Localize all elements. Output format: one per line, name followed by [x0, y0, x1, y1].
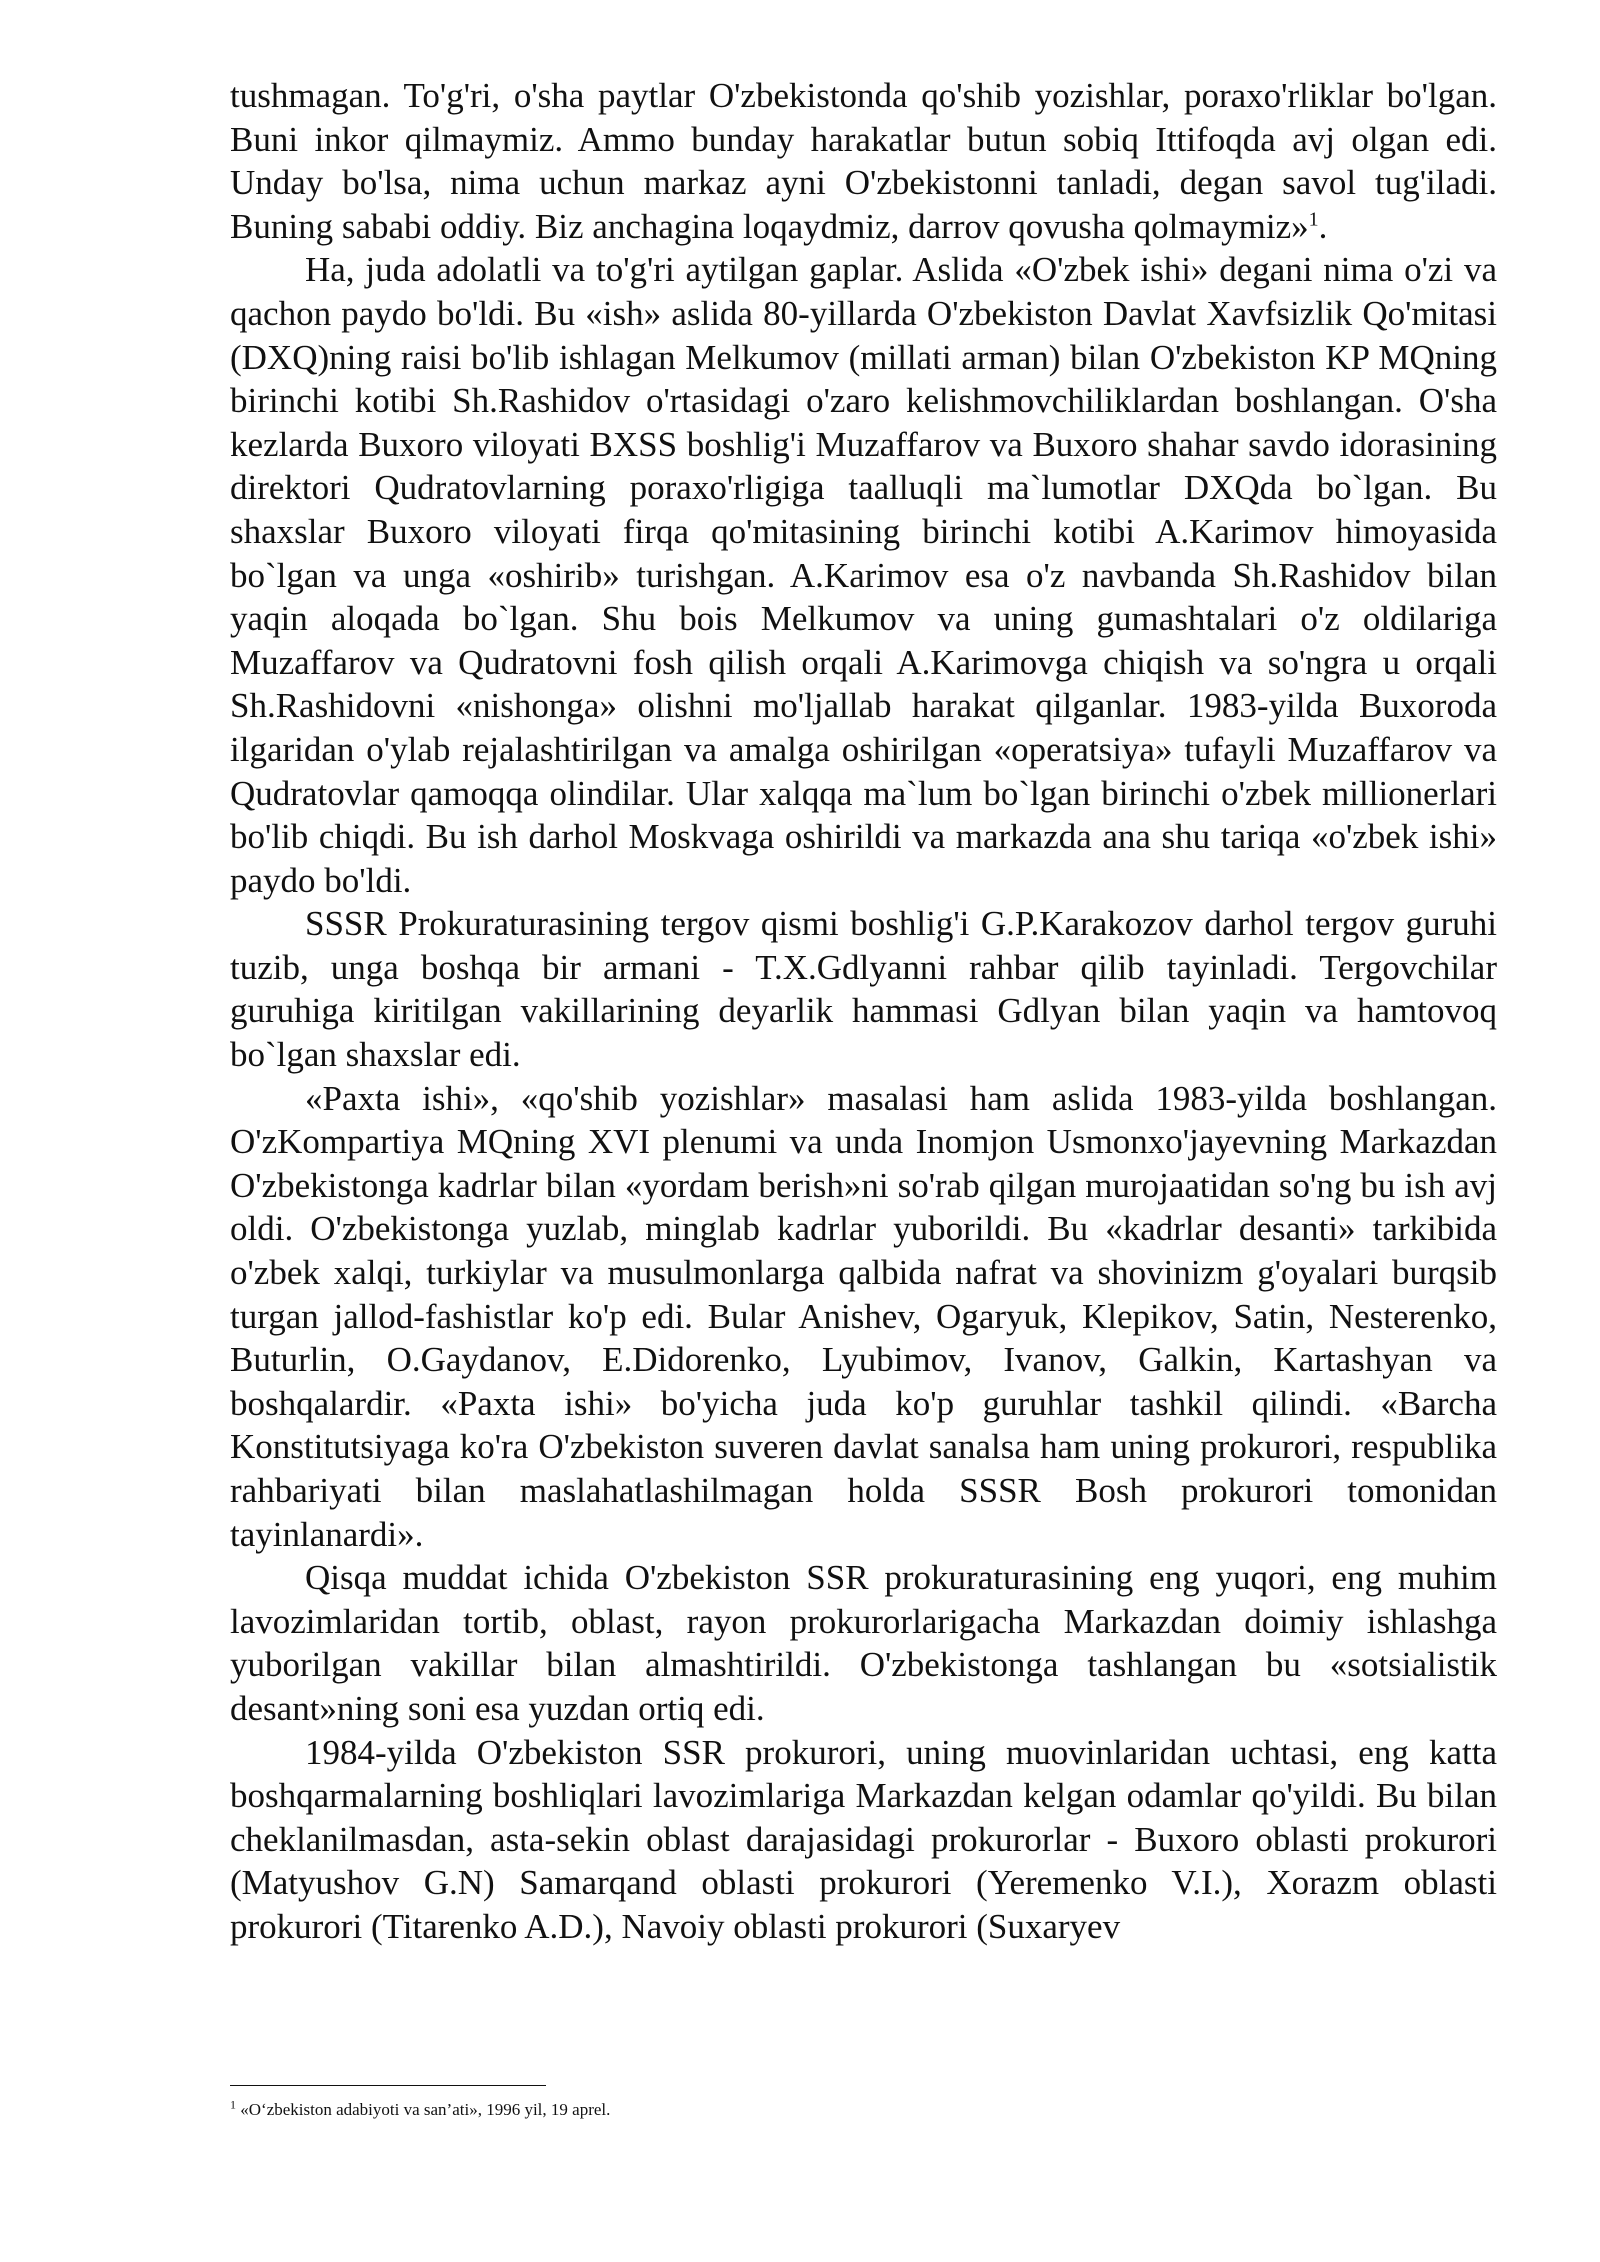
paragraph-6: 1984-yilda O'zbekiston SSR prokurori, uning muovinlaridan uchtasi, eng katta boshqarmalarning boshliqlari lavozimlariga Markazdan kelgan odamlar qo'yildi. Bu bilan cheklanilmasdan, asta-sekin oblast darajasidagi prokurorlar - Buxoro oblasti prokurori (Matyushov G.N) Samarqand oblasti prokurori (Yeremenko V.I.), Xorazm oblasti prokurori (Titarenko A.D.), Navoiy oblasti prokurori (Suxaryev: [230, 1732, 1497, 1946]
footnote-marker: 1: [230, 2097, 236, 2112]
paragraph-1-tail: .: [1318, 206, 1328, 246]
paragraph-1: [230, 74, 1497, 248]
footnote-reference[interactable]: 1: [1308, 208, 1319, 231]
footnote: [230, 2098, 1497, 2122]
paragraph-1-text: tushmagan. To'g'ri, o'sha paytlar O'zbekistonda qo'shib yozishlar, poraxo'rliklar bo'lgan. Buni inkor qilmaymiz. Ammo bunday harakatlar butun sobiq Ittifoqda avj olgan edi. Unday bo'lsa, nima uchun markaz ayni O'zbekistonni tanladi, degan savol tug'iladi. Buning sababi oddiy. Biz anchagina loqaydmiz, darrov qovusha qolmaymiz»: [230, 76, 1497, 246]
paragraph-5: Qisqa muddat ichida O'zbekiston SSR prokuraturasining eng yuqori, eng muhim lavozimlaridan tortib, oblast, rayon prokurorlarigacha Markazdan doimiy ishlashga yuborilgan vakillar bilan almashtirildi. O'zbekistonga tashlangan bu «sotsialistik desant»ning soni esa yuzdan ortiq edi.: [230, 1558, 1497, 1728]
paragraph-3: SSSR Prokuraturasining tergov qismi boshlig'i G.P.Karakozov darhol tergov guruhi tuzib, unga boshqa bir armani - T.X.Gdlyanni rahbar qilib tayinladi. Tergovchilar guruhiga kiritilgan vakillarining deyarlik hammasi Gdlyan bilan yaqin va hamtovoq bo`lgan shaxslar edi.: [230, 904, 1497, 1075]
document-body: [230, 74, 1497, 1949]
paragraph-2: Ha, juda adolatli va to'g'ri aytilgan gaplar. Aslida «O'zbek ishi» degani nima o'zi va qachon paydo bo'ldi. Bu «ish» aslida 80-yillarda O'zbekiston Davlat Xavfsizlik Qo'mitasi (DXQ)ning raisi bo'lib ishlagan Melkumov (millati arman) bilan O'zbekiston KP MQning birinchi kotibi Sh.Rashidov o'rtasidagi o'zaro kelishmovchiliklardan boshlangan. O'sha kezlarda Buxoro viloyati BXSS boshlig'i Muzaffarov va Buxoro shahar savdo idorasining direktori Qudratovlarning poraxo'rligiga taalluqli ma`lumotlar DXQda bo`lgan. Bu shaxslar Buxoro viloyati firqa qo'mitasining birinchi kotibi A.Karimov himoyasida bo`lgan va unga «oshirib» turishgan. A.Karimov esa o'z navbanda Sh.Rashidov bilan yaqin aloqada bo`lgan. Shu bois Melkumov va uning gumashtalari o'z oldilariga Muzaffarov va Qudratovni fosh qilish orqali A.Karimovga chiqish va so'ngra u orqali Sh.Rashidovni «nishonga» olishni mo'ljallab harakat qilganlar. 1983-yilda Buxoroda ilgaridan o'ylab rejalashtirilgan va amalga oshirilgan «operatsiya» tufayli Muzaffarov va Qudratovlar qamoqqa olindilar. Ular xalqqa ma`lum bo`lgan birinchi o'zbek millionerlari bo'lib chiqdi. Bu ish darhol Moskvaga oshirildi va markazda ana shu tariqa «o'zbek ishi» paydo bo'ldi.: [230, 250, 1497, 900]
footnote-text: «O‘zbekiston adabiyoti va san’ati», 1996 yil, 19 aprel.: [240, 2100, 611, 2119]
footnote-separator: [230, 2085, 546, 2086]
paragraph-4: «Paxta ishi», «qo'shib yozishlar» masalasi ham aslida 1983-yilda boshlangan. O'zKompartiya MQning XVI plenumi va unda Inomjon Usmonxo'jayevning Markazdan O'zbekistonga kadrlar bilan «yordam berish»ni so'rab qilgan murojaatidan so'ng bu ish avj oldi. O'zbekistonga yuzlab, minglab kadrlar yuborildi. Bu «kadrlar desanti» tarkibida o'zbek xalqi, turkiylar va musulmonlarga qalbida nafrat va shovinizm g'oyalari burqsib turgan jallod-fashistlar ko'p edi. Bular Anishev, Ogaryuk, Klepikov, Satin, Nesterenko, Buturlin, O.Gaydanov, E.Didorenko, Lyubimov, Ivanov, Galkin, Kartashyan va boshqalardir. «Paxta ishi» bo'yicha juda ko'p guruhlar tashkil qilindi. «Barcha Konstitutsiyaga ko'ra O'zbekiston suveren davlat sanalsa ham uning prokurori, respublika rahbariyati bilan maslahatlashilmagan holda SSSR Bosh prokurori tomonidan tayinlanardi».: [230, 1078, 1497, 1554]
